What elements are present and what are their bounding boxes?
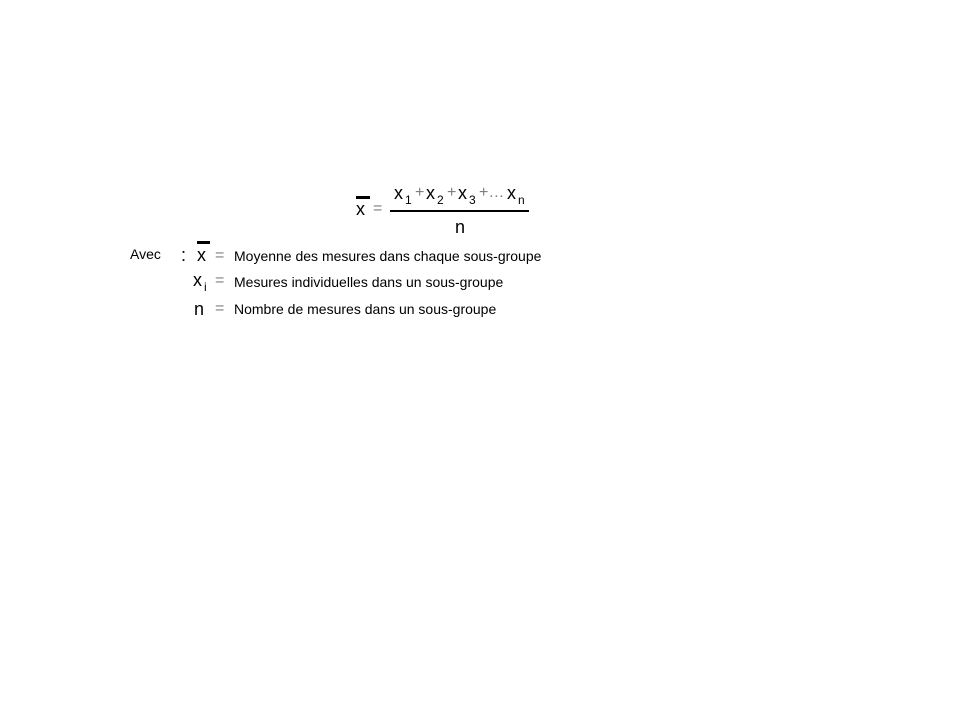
numerator-plus-ellipsis: +… [479, 184, 505, 201]
legend-symbol-sub-i: i [204, 280, 207, 294]
legend-equals: = [215, 272, 225, 289]
legend-symbol-xi: x [193, 270, 202, 290]
fraction-line [390, 210, 529, 212]
formula-lhs-x: x [356, 199, 365, 219]
legend-description-count: Nombre de mesures dans un sous-groupe [234, 301, 497, 317]
numerator-x1: x [394, 183, 403, 203]
numerator-sub-3: 3 [469, 193, 476, 207]
legend-equals: = [215, 300, 225, 317]
legend-symbol-mean: x [197, 245, 206, 265]
legend-description-individual: Mesures individuelles dans un sous-groupe [234, 274, 504, 290]
overbar [197, 241, 210, 244]
formula-equals: = [373, 200, 383, 217]
numerator-sub-2: 2 [437, 193, 444, 207]
numerator-sub-1: 1 [405, 193, 412, 207]
legend-equals: = [215, 247, 225, 264]
legend-colon: : [181, 245, 187, 265]
numerator-x3: x [458, 183, 467, 203]
numerator-xn: x [507, 183, 516, 203]
legend-intro: Avec [130, 246, 161, 262]
legend-symbol-n: n [194, 299, 205, 319]
numerator-plus: + [447, 184, 457, 201]
numerator-x2: x [426, 183, 435, 203]
denominator-n: n [455, 217, 466, 237]
legend-description-mean: Moyenne des mesures dans chaque sous-groupe [234, 248, 542, 264]
numerator-sub-n: n [518, 193, 525, 207]
numerator-plus: + [415, 184, 425, 201]
